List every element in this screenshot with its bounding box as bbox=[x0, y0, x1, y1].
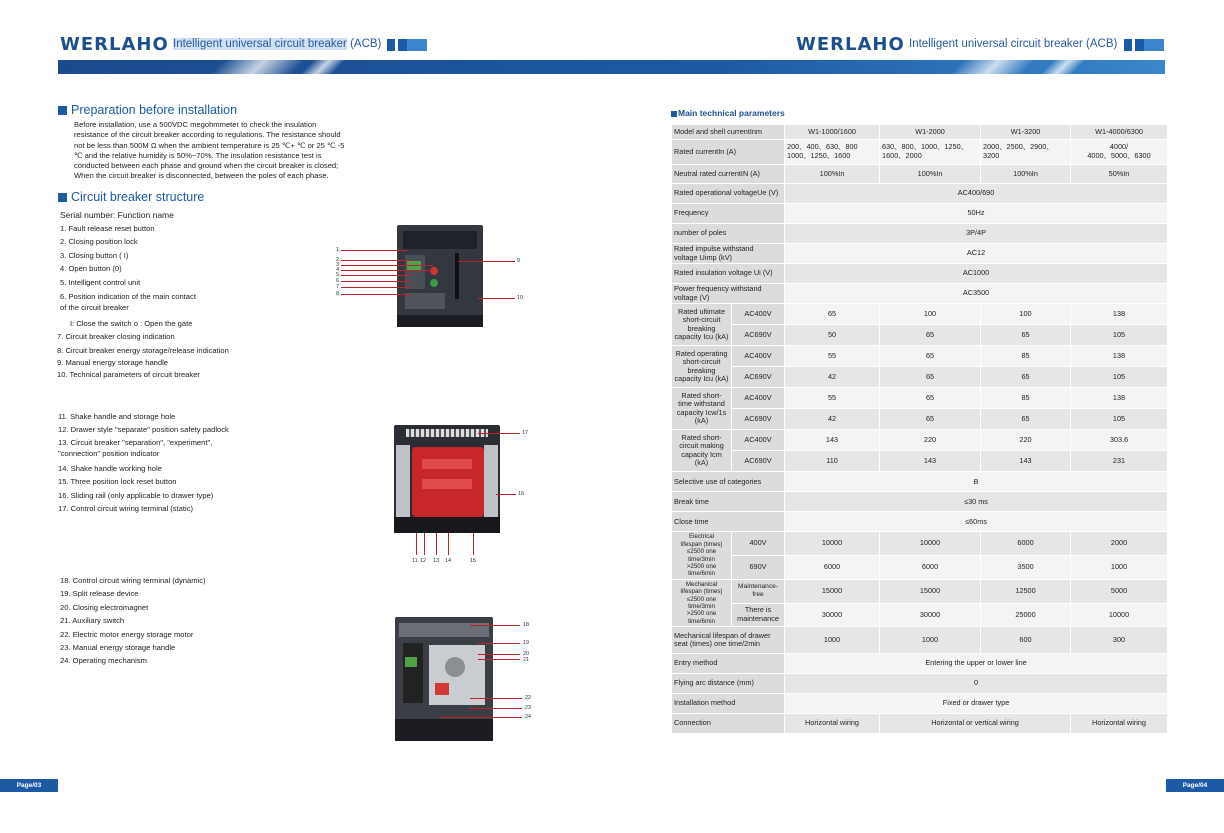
table-row: Close time ≤60ms bbox=[672, 512, 1167, 531]
structure-title: Circuit breaker structure bbox=[58, 190, 204, 204]
leader-line bbox=[341, 250, 407, 251]
table-row: Electrical lifespan (times) ≤2500 one time/3min >2500 one time/6min 400V 10000 10000 6000 2000 bbox=[672, 532, 1167, 555]
callout-9: 9 bbox=[517, 258, 521, 264]
table-row: Rated short- circuit making capacity Icm (kA) AC400V 143 220 220 303.6 bbox=[672, 430, 1167, 450]
table-row: Entry method Entering the upper or lower line bbox=[672, 654, 1167, 673]
callout-16: 16 bbox=[518, 491, 525, 497]
list-item: 19. Split release device bbox=[60, 589, 139, 599]
breaker-front-photo bbox=[397, 225, 483, 327]
table-row: AC690V 50 65 65 105 bbox=[672, 325, 1167, 345]
list-item: 9. Manual energy storage handle bbox=[57, 358, 169, 368]
table-row: Connection Horizontal wiring Horizontal or vertical wiring Horizontal wiring bbox=[672, 714, 1167, 733]
mechanism-photo bbox=[395, 617, 493, 741]
list-item: 1. Fault release reset button bbox=[60, 224, 155, 233]
section-square-icon bbox=[671, 111, 677, 117]
list-item: 21. Auxiliary switch bbox=[60, 616, 125, 626]
leader-line bbox=[478, 654, 520, 655]
callout-20: 20 bbox=[523, 651, 530, 657]
leader-line bbox=[478, 659, 520, 660]
list-item: 22. Electric motor energy storage motor bbox=[60, 629, 194, 639]
leader-line bbox=[496, 494, 516, 495]
function-list-1 bbox=[57, 222, 229, 381]
callout-14: 14 bbox=[445, 558, 452, 564]
list-item: 16. Sliding rail (only applicable to drawer type) bbox=[58, 490, 214, 500]
list-item: 10. Technical parameters of circuit breaker bbox=[57, 370, 200, 380]
table-row: AC690V 42 65 65 105 bbox=[672, 367, 1167, 387]
callout-23: 23 bbox=[525, 705, 532, 711]
list-item: 7. Circuit breaker closing indication bbox=[57, 332, 175, 342]
callout-24: 24 bbox=[525, 714, 532, 720]
table-row: Flying arc distance (mm) 0 bbox=[672, 674, 1167, 693]
serial-heading: Serial number: Function name bbox=[60, 210, 174, 220]
table-row: number of poles 3P/4P bbox=[672, 224, 1167, 243]
function-list-3 bbox=[60, 574, 206, 668]
function-list-2 bbox=[58, 410, 229, 515]
callout-21: 21 bbox=[523, 657, 530, 663]
table-row: There is maintenance 30000 30000 25000 10000 bbox=[672, 604, 1167, 627]
table-row: Rated operational voltageUe (V) AC400/690 bbox=[672, 184, 1167, 203]
leader-line bbox=[341, 275, 411, 276]
callout-13: 13 bbox=[433, 558, 440, 564]
leader-line bbox=[341, 265, 433, 266]
list-item: of the circuit breaker bbox=[60, 303, 129, 313]
list-item: 23. Manual energy storage handle bbox=[60, 643, 176, 653]
leader-line bbox=[341, 294, 411, 295]
list-item: I: Close the switch o : Open the gate bbox=[70, 319, 193, 329]
section-square-icon bbox=[58, 106, 67, 115]
subtitle-highlight: Intelligent universal circuit breaker bbox=[173, 38, 347, 50]
leader-line bbox=[458, 261, 515, 262]
table-row: AC690V 110 143 143 231 bbox=[672, 451, 1167, 471]
callout-8: 8 bbox=[336, 291, 340, 297]
subtitle-right: Intelligent universal circuit breaker (ACB) bbox=[909, 38, 1118, 50]
table-row: Rated ultimate short-circuit breaking capacity Icu (kA) AC400V 65 100 100 138 bbox=[672, 304, 1167, 324]
leader-line bbox=[470, 708, 522, 709]
leader-line bbox=[470, 625, 520, 626]
list-item: 12. Drawer style "separate" position safety padlock bbox=[58, 425, 229, 435]
list-item: 18. Control circuit wiring terminal (dynamic) bbox=[60, 576, 206, 585]
leader-line bbox=[436, 533, 437, 555]
callout-7: 7 bbox=[336, 284, 340, 290]
table-row: Rated operating short-circuit breaking capacity Icu (kA) AC400V 55 65 85 138 bbox=[672, 346, 1167, 366]
subtitle-suffix: (ACB) bbox=[350, 38, 382, 50]
callout-10: 10 bbox=[517, 295, 524, 301]
callout-15: 15 bbox=[470, 558, 477, 564]
leader-line bbox=[478, 298, 515, 299]
callout-17: 17 bbox=[522, 430, 529, 436]
table-row: Power frequency withstand voltage (V) AC3500 bbox=[672, 284, 1167, 303]
callout-11: 11 bbox=[412, 558, 418, 564]
leader-line bbox=[440, 717, 522, 718]
list-item: 3. Closing button ( I) bbox=[60, 250, 129, 260]
leader-line bbox=[478, 433, 520, 434]
list-item: 14. Shake handle working hole bbox=[58, 463, 162, 473]
section-square-icon bbox=[58, 193, 67, 202]
brand-logo-left: WERLAHO bbox=[60, 34, 169, 55]
title-stripe-icon bbox=[387, 39, 427, 51]
leader-line bbox=[416, 533, 417, 555]
callout-2: 2 bbox=[336, 257, 340, 263]
table-row: Rated currentIn (A) 200、400、630、800 1000、1250、1600 630、800、1000、1250、 1600、2000 2000、2500、2900、 3200 4000/ 4000、5000、6300 bbox=[672, 140, 1167, 164]
leader-line bbox=[448, 533, 449, 555]
list-item: 13. Circuit breaker "separation", "experiment", bbox=[58, 437, 213, 447]
callout-19: 19 bbox=[523, 640, 530, 646]
brand-logo-right: WERLAHO bbox=[796, 34, 905, 55]
table-row: Rated short- time withstand capacity Icw/1s (kA) AC400V 55 65 85 138 bbox=[672, 388, 1167, 408]
drawer-photo bbox=[394, 425, 500, 533]
list-item: 6. Position indication of the main contact bbox=[60, 292, 196, 302]
table-row: 690V 6000 6000 3500 1000 bbox=[672, 556, 1167, 579]
page-tag-left: Page/03 bbox=[0, 779, 58, 792]
table-row: Neutral rated currentIN (A) 100%In 100%In 100%In 50%In bbox=[672, 165, 1167, 183]
leader-line bbox=[341, 260, 411, 261]
callout-1: 1 bbox=[336, 247, 340, 253]
list-item: 15. Three position lock reset button bbox=[58, 477, 177, 487]
list-item: 17. Control circuit wiring terminal (static) bbox=[58, 504, 194, 514]
list-item: "connection" position indicator bbox=[58, 448, 160, 458]
callout-5: 5 bbox=[336, 272, 340, 278]
list-item: 5. Intelligent control unit bbox=[60, 277, 141, 287]
title-stripe-icon bbox=[1124, 39, 1164, 51]
table-row: Frequency 50Hz bbox=[672, 204, 1167, 223]
table-row: Mechanical lifespan (times) ≤2500 one time/3min >2500 one time/6min Maintenance-free 15000 15000 12500 5000 bbox=[672, 580, 1167, 603]
table-row: Rated insulation voltage Ui (V) AC1000 bbox=[672, 264, 1167, 283]
callout-22: 22 bbox=[525, 695, 532, 701]
parameters-table bbox=[671, 124, 1168, 734]
page-tag-right: Page/04 bbox=[1166, 779, 1224, 792]
table-row: AC690V 42 65 65 105 bbox=[672, 409, 1167, 429]
callout-12: 12 bbox=[420, 558, 427, 564]
list-item: 11. Shake handle and storage hole bbox=[58, 412, 176, 421]
prep-title: Preparation before installation bbox=[58, 103, 237, 117]
leader-line bbox=[478, 643, 520, 644]
callout-4: 4 bbox=[336, 267, 340, 273]
leader-line bbox=[473, 533, 474, 555]
table-row: Model and shell currentInm W1-1000/1600 W1-2000 W1-3200 W1-4000/6300 bbox=[672, 125, 1167, 139]
table-row: Break time ≤30 ms bbox=[672, 492, 1167, 511]
table-row: Selective use of categories B bbox=[672, 472, 1167, 491]
prep-text: Before installation, use a 500VDC megohmmeter to check the insulation resistance of the circuit breaker according to regulations. The resistance should not be less than 500M Ω when the ambient temperature is 25 ℃+ ℃ or 25 ℃ -5 ℃ and the relative humidity is 50%~70%. The insulation resistance test is conducted between each phase and ground when the circuit breaker is closed; When the circuit breaker is disconnected, between the poles of each phase. bbox=[74, 120, 345, 181]
table-row: Installation method Fixed or drawer type bbox=[672, 694, 1167, 713]
table-row: Mechanical lifespan of drawer seat (times) one time/2min 1000 1000 600 300 bbox=[672, 627, 1167, 653]
leader-line bbox=[341, 281, 411, 282]
callout-6: 6 bbox=[336, 278, 340, 284]
list-item: 20. Closing electromagnet bbox=[60, 602, 149, 612]
callout-3: 3 bbox=[336, 262, 340, 268]
leader-line bbox=[424, 533, 425, 555]
table-row: Rated impulse withstand voltage Uimp (kV) AC12 bbox=[672, 244, 1167, 263]
subtitle-left bbox=[173, 38, 381, 50]
leader-line bbox=[470, 698, 522, 699]
leader-line bbox=[341, 287, 411, 288]
list-item: 8. Circuit breaker energy storage/release indication bbox=[57, 345, 229, 355]
leader-line bbox=[341, 270, 433, 271]
table-title: Main technical parameters bbox=[671, 108, 785, 118]
list-item: 24. Operating mechanism bbox=[60, 656, 147, 666]
header-band bbox=[58, 60, 1165, 74]
callout-18: 18 bbox=[523, 622, 530, 628]
list-item: 2. Closing position lock bbox=[60, 237, 138, 247]
list-item: 4. Open button (0) bbox=[60, 264, 122, 274]
